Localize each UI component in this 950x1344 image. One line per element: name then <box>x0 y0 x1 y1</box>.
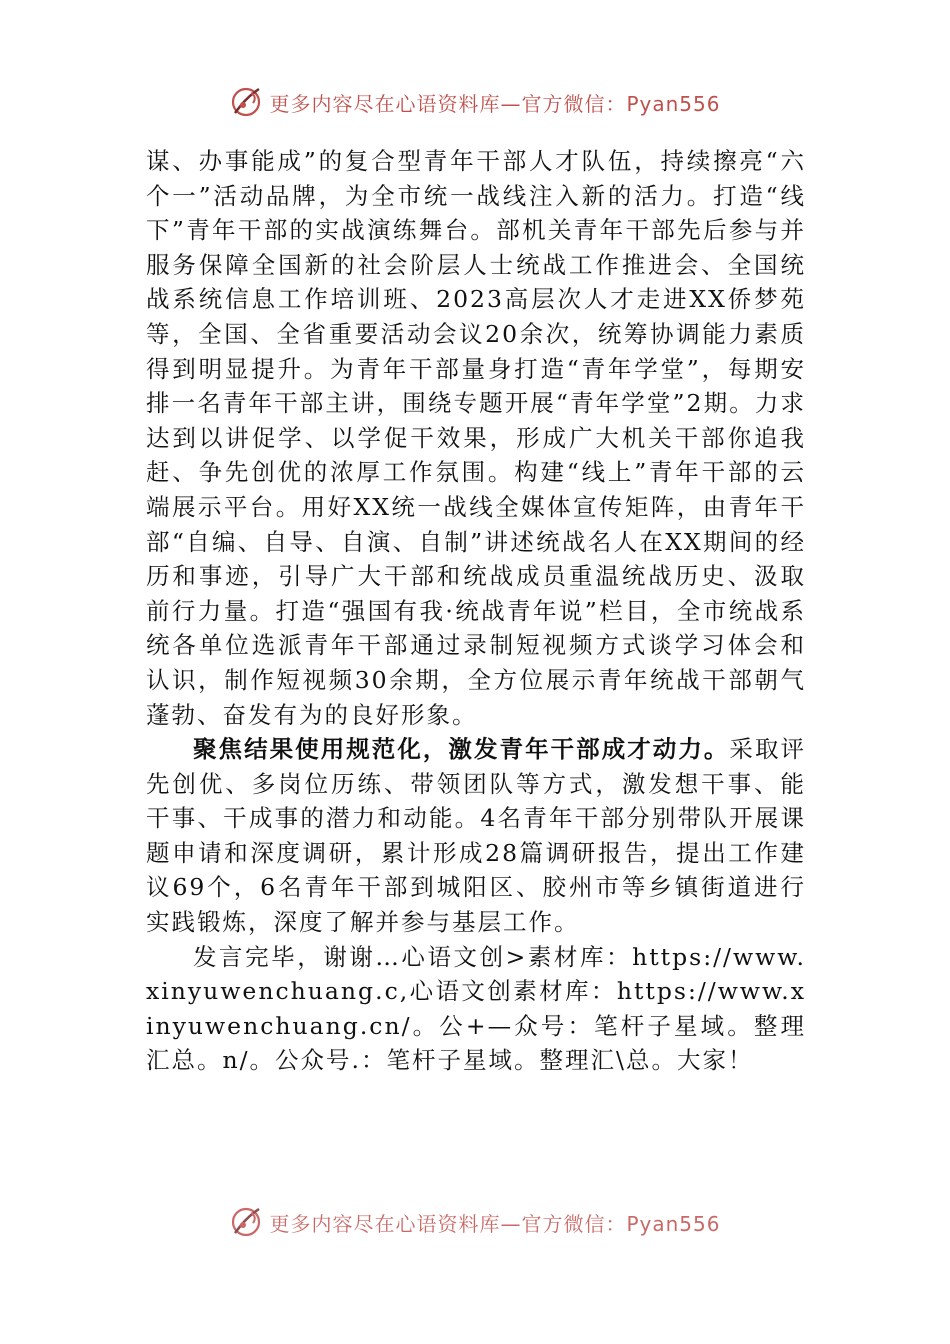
quill-pen-circle-icon <box>229 85 263 119</box>
header-watermark <box>0 82 950 122</box>
paragraph-1: 谋、办事能成”的复合型青年干部人才队伍，持续擦亮“六个一”活动品牌，为全市统一战线注入新的活力。打造“线下”青年干部的实战演练舞台。部机关青年干部先后参与并服务保障全国新的社会阶层人士统战工作推进会、全国统战系统信息工作培训班、2023高层次人才走进XX侨梦苑等，全国、全省重要活动会议20余次，统筹协调能力素质得到明显提升。为青年干部量身打造“青年学堂”，每期安排一名青年干部主讲，围绕专题开展“青年学堂”2期。力求达到以讲促学、以学促干效果，形成广大机关干部你追我赶、争先创优的浓厚工作氛围。构建“线上”青年干部的云端展示平台。用好XX统一战线全媒体宣传矩阵，由青年干部“自编、自导、自演、自制”讲述统战名人在XX期间的经历和事迹，引导广大干部和统战成员重温统战历史、汲取前行力量。打造“强国有我·统战青年说”栏目，全市统战系统各单位选派青年干部通过录制短视频方式谈学习体会和认识，制作短视频30余期，全方位展示青年统战干部朝气蓬勃、奋发有为的良好形象。 <box>146 147 806 729</box>
footer-watermark <box>0 1202 950 1242</box>
closing-paragraph: 发言完毕，谢谢…心语文创>素材库：https://www.xinyuwenchuang.c,心语文创素材库：https://www.xinyuwenchuang.cn/。公+—众号：笔杆子星域。整理汇总。n/。公众号.：笔杆子星域。整理汇\总。大家！ <box>146 942 806 1075</box>
watermark-text: 更多内容尽在心语资料库—官方微信：Pyan556 <box>269 1211 721 1236</box>
document-body <box>146 144 806 1078</box>
paragraph-2 <box>146 732 806 940</box>
paragraph-2-heading: 聚焦结果使用规范化，激发青年干部成才动力。 <box>193 735 730 764</box>
paragraph-2-text: 采取评先创优、多岗位历练、带领团队等方式，激发想干事、能干事、干成事的潜力和动能。4名青年干部分别带队开展课题申请和深度调研，累计形成28篇调研报告，提出工作建议69个，6名青年干部到城阳区、胶州市等乡镇街道进行实践锻炼，深度了解并参与基层工作。 <box>146 735 807 937</box>
quill-pen-circle-icon <box>229 1205 263 1239</box>
watermark-text: 更多内容尽在心语资料库—官方微信：Pyan556 <box>269 91 721 116</box>
